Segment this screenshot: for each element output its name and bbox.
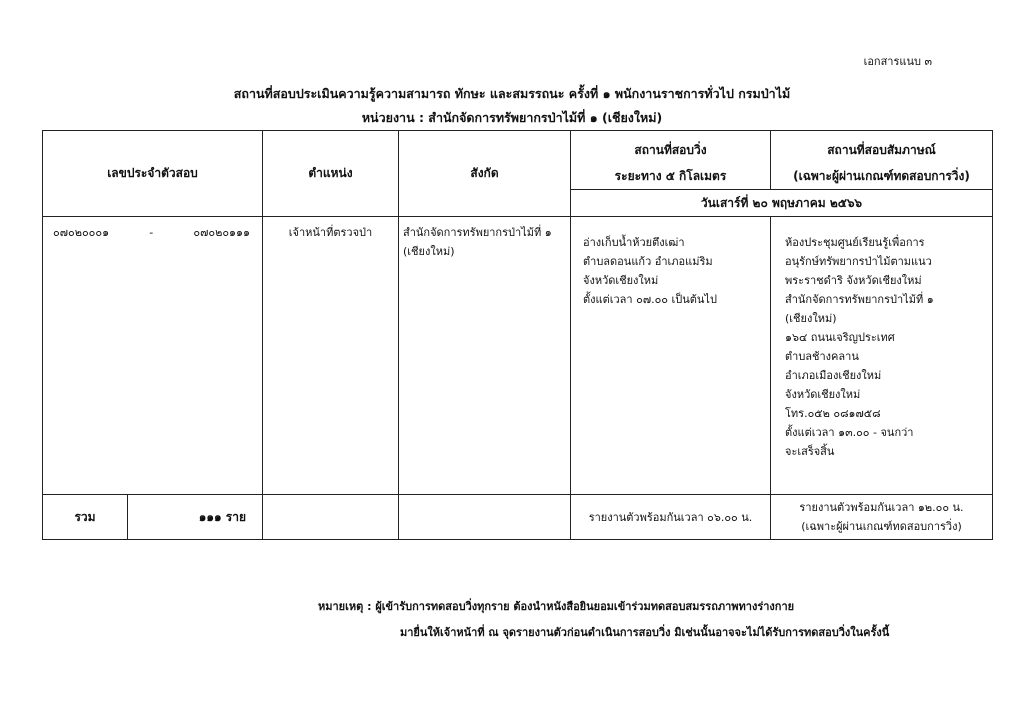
run-report-time: รายงานตัวพร้อมกันเวลา ๐๖.๐๐ น. [571, 495, 771, 540]
remark-line-1: หมายเหตุ : ผู้เข้ารับการทดสอบวิ่งทุกราย ต้องนำหนังสือยินยอมเข้าร่วมทดสอบสมรรถภาพทางร่างกาย [318, 600, 795, 613]
document-reference: เอกสารแนบ ๓ [863, 55, 932, 68]
header-interview-condition: (เฉพาะผู้ผ่านเกณฑ์ทดสอบการวิ่ง) [793, 169, 970, 183]
total-row [43, 495, 993, 540]
position-text: เจ้าหน้าที่ตรวจป่า [288, 226, 373, 239]
interview-report-cell [771, 495, 993, 540]
interview-venue-line: พระราชดำริ จังหวัดเชียงใหม่ [785, 274, 922, 287]
header-run-venue-title: สถานที่สอบวิ่ง [634, 143, 707, 157]
page-subtitle: หน่วยงาน : สำนักจัดการทรัพยากรป่าไม้ที่ ๑ (เชียงใหม่) [361, 110, 663, 125]
header-run-venue [571, 131, 771, 190]
interview-venue-line: ห้องประชุมศูนย์เรียนรู้เพื่อการ [785, 236, 925, 249]
exam-id-dash: - [149, 226, 154, 239]
header-exam-id: เลขประจำตัวสอบ [43, 131, 263, 217]
interview-venue-line: ๑๖๔ ถนนเจริญประเทศ [785, 331, 895, 344]
header-position: ตำแหน่ง [263, 131, 399, 217]
interview-venue-line: (เชียงใหม่) [785, 312, 837, 325]
interview-venue-line: อนุรักษ์ทรัพยากรป่าไม้ตามแนว [785, 255, 932, 268]
interview-venue-line: ตำบลช้างคลาน [785, 350, 859, 363]
run-venue-line: จังหวัดเชียงใหม่ [583, 274, 659, 287]
affiliation-line: (เชียงใหม่) [403, 245, 455, 258]
total-empty-cell [399, 495, 571, 540]
exam-id-to: ๐๗๐๒๐๑๑๑ [193, 226, 250, 239]
header-interview-title: สถานที่สอบสัมภาษณ์ [827, 143, 936, 157]
interview-venue-line: จังหวัดเชียงใหม่ [785, 388, 861, 401]
run-venue-cell [571, 217, 771, 495]
exam-id-range-cell [43, 217, 263, 495]
run-venue-line: อ่างเก็บน้ำห้วยตึงเฒ่า [583, 236, 685, 249]
interview-venue-cell [771, 217, 993, 495]
header-affiliation: สังกัด [399, 131, 571, 217]
position-cell [263, 217, 399, 495]
run-venue-line: ตั้งแต่เวลา ๐๗.๐๐ เป็นต้นไป [583, 293, 717, 306]
total-count: ๑๑๑ ราย [128, 495, 263, 540]
affiliation-cell [399, 217, 571, 495]
interview-venue-line: ตั้งแต่เวลา ๑๓.๐๐ - จนกว่า [785, 426, 914, 439]
header-date: วันเสาร์ที่ ๒๐ พฤษภาคม ๒๕๖๖ [571, 190, 993, 217]
affiliation-line: สำนักจัดการทรัพยากรป่าไม้ที่ ๑ [403, 226, 552, 239]
run-venue-line: ตำบลดอนแก้ว อำเภอแม่ริม [583, 255, 713, 268]
header-run-distance: ระยะทาง ๕ กิโลเมตร [614, 169, 727, 183]
interview-venue-line: จะเสร็จสิ้น [785, 445, 835, 458]
table-row [43, 217, 993, 495]
interview-report-time: รายงานตัวพร้อมกันเวลา ๑๒.๐๐ น. [799, 501, 964, 514]
page-title: สถานที่สอบประเมินความรู้ความสามารถ ทักษะ และสมรรถนะ ครั้งที่ ๑ พนักงานราชการทั่วไป กรมป่าไม้ [233, 86, 791, 101]
interview-venue-line: โทร.๐๕๒ ๐๘๑๗๕๘ [785, 407, 881, 420]
interview-venue-line: สำนักจัดการทรัพยากรป่าไม้ที่ ๑ [785, 293, 934, 306]
remark-line-2: มายื่นให้เจ้าหน้าที่ ณ จุดรายงานตัวก่อนดำเนินการสอบวิ่ง มิเช่นนั้นอาจจะไม่ได้รับการทดสอบวิ่งในครั้งนี้ [400, 626, 890, 639]
total-label: รวม [43, 495, 128, 540]
interview-report-condition: (เฉพาะผู้ผ่านเกณฑ์ทดสอบการวิ่ง) [801, 520, 962, 533]
total-empty-cell [263, 495, 399, 540]
exam-id-from: ๐๗๐๒๐๐๐๑ [53, 226, 110, 239]
exam-venue-table [42, 130, 993, 540]
interview-venue-line: อำเภอเมืองเชียงใหม่ [785, 369, 882, 382]
header-interview-venue [771, 131, 993, 190]
